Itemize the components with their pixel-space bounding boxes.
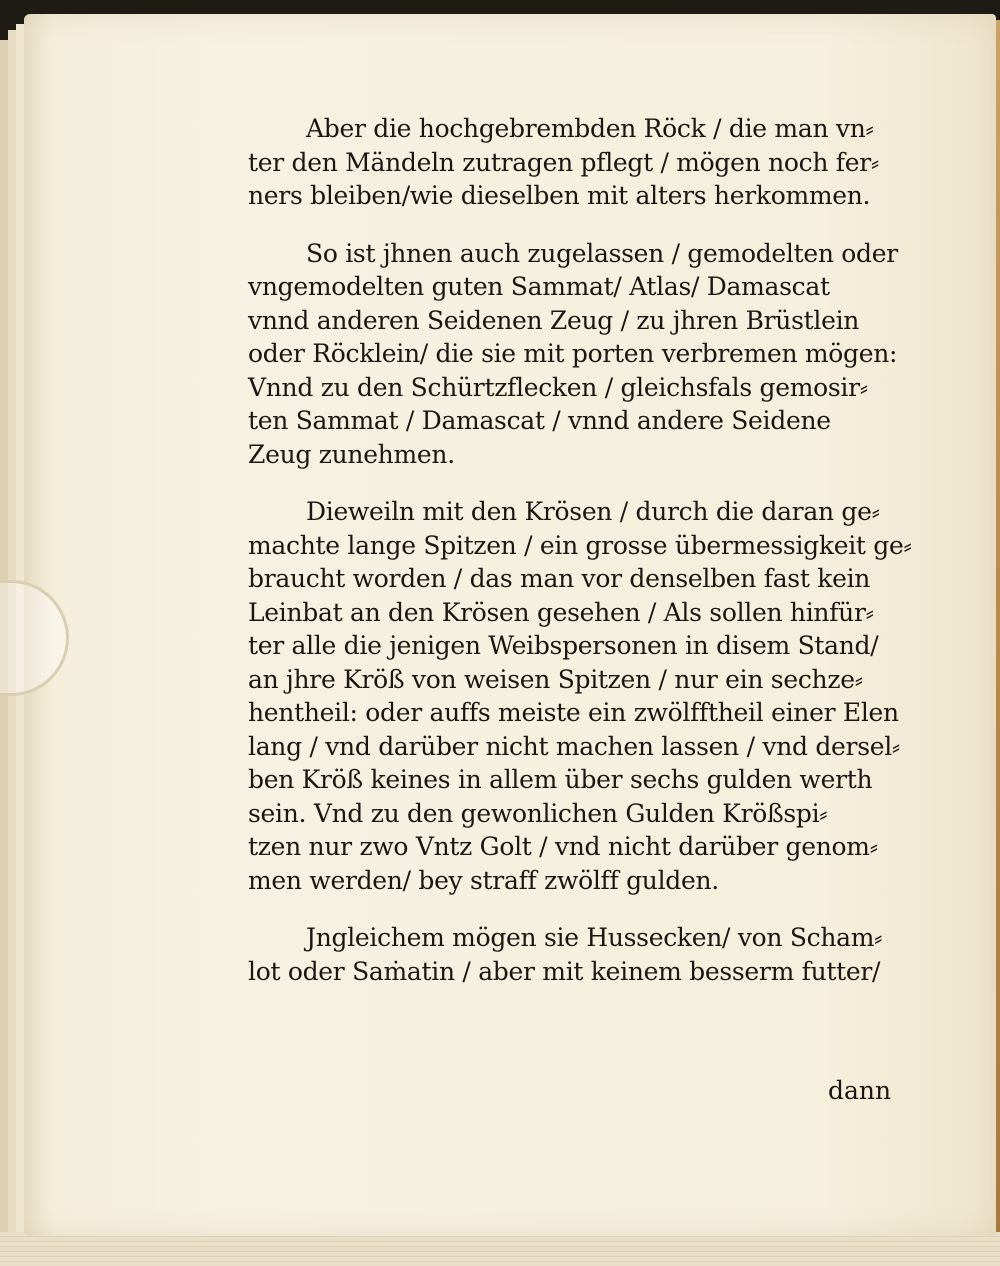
text-line: vnnd anderen Seidenen Zeug / zu jhren Brüstlein [248, 305, 860, 335]
text-line: ners bleiben/wie dieselben mit alters herkommen. [248, 181, 871, 210]
text-line: vngemodelten guten Sammat/ Atlas/ Damascat [248, 272, 830, 301]
paragraph-2 [248, 237, 898, 472]
text-line: tzen nur zwo Vntz Golt / vnd nicht darüber genom⸗ [248, 832, 878, 861]
page-bottom-edges [0, 1232, 1000, 1266]
text-line: ben Kröß keines in allem über sechs gulden werth [248, 765, 873, 794]
text-line: Zeug zunehmen. [248, 439, 455, 469]
text-line: machte lange Spitzen / ein grosse übermessigkeit ge⸗ [248, 530, 912, 560]
text-line: ter den Mändeln zutragen pflegt / mögen noch fer⸗ [248, 147, 879, 177]
text-line: Leinbat an den Krösen gesehen / Als sollen hinfür⸗ [248, 597, 874, 627]
catchword: dann [828, 1076, 892, 1105]
text-line: ter alle die jenigen Weibspersonen in disem Stand/ [248, 631, 879, 660]
text-line: So ist jhnen auch zugelassen / gemodelten oder [306, 238, 898, 268]
text-line: Jngleichem mögen sie Hussecken/ von Scham⸗ [306, 923, 883, 952]
text-line: ten Sammat / Damascat / vnnd andere Seidene [248, 406, 831, 435]
page-text [248, 112, 912, 1012]
text-line: hentheil: oder auffs meiste ein zwölfftheil einer Elen [248, 698, 899, 727]
text-line: sein. Vnd zu den gewonlichen Gulden Krößspi⸗ [248, 798, 828, 828]
text-line: Vnnd zu den Schürtzflecken / gleichsfals gemosir⸗ [248, 372, 868, 402]
text-line: oder Röcklein/ die sie mit porten verbremen mögen: [248, 339, 898, 368]
paragraph-3 [248, 495, 912, 897]
text-line: Dieweiln mit den Krösen / durch die daran ge⸗ [306, 497, 880, 526]
text-line: an jhre Kröß von weisen Spitzen / nur ein sechze⸗ [248, 664, 863, 694]
paragraph-4 [248, 921, 898, 988]
text-line: braucht worden / das man vor denselben fast kein [248, 564, 871, 593]
paragraph-1 [248, 112, 898, 213]
text-line: Aber die hochgebrembden Röck / die man vn⸗ [306, 114, 874, 143]
text-line: lang / vnd darüber nicht machen lassen / vnd dersel⸗ [248, 731, 900, 761]
text-line: lot oder Saṁatin / aber mit keinem besserm futter/ [248, 956, 881, 986]
text-line: men werden/ bey straff zwölff gulden. [248, 865, 719, 895]
